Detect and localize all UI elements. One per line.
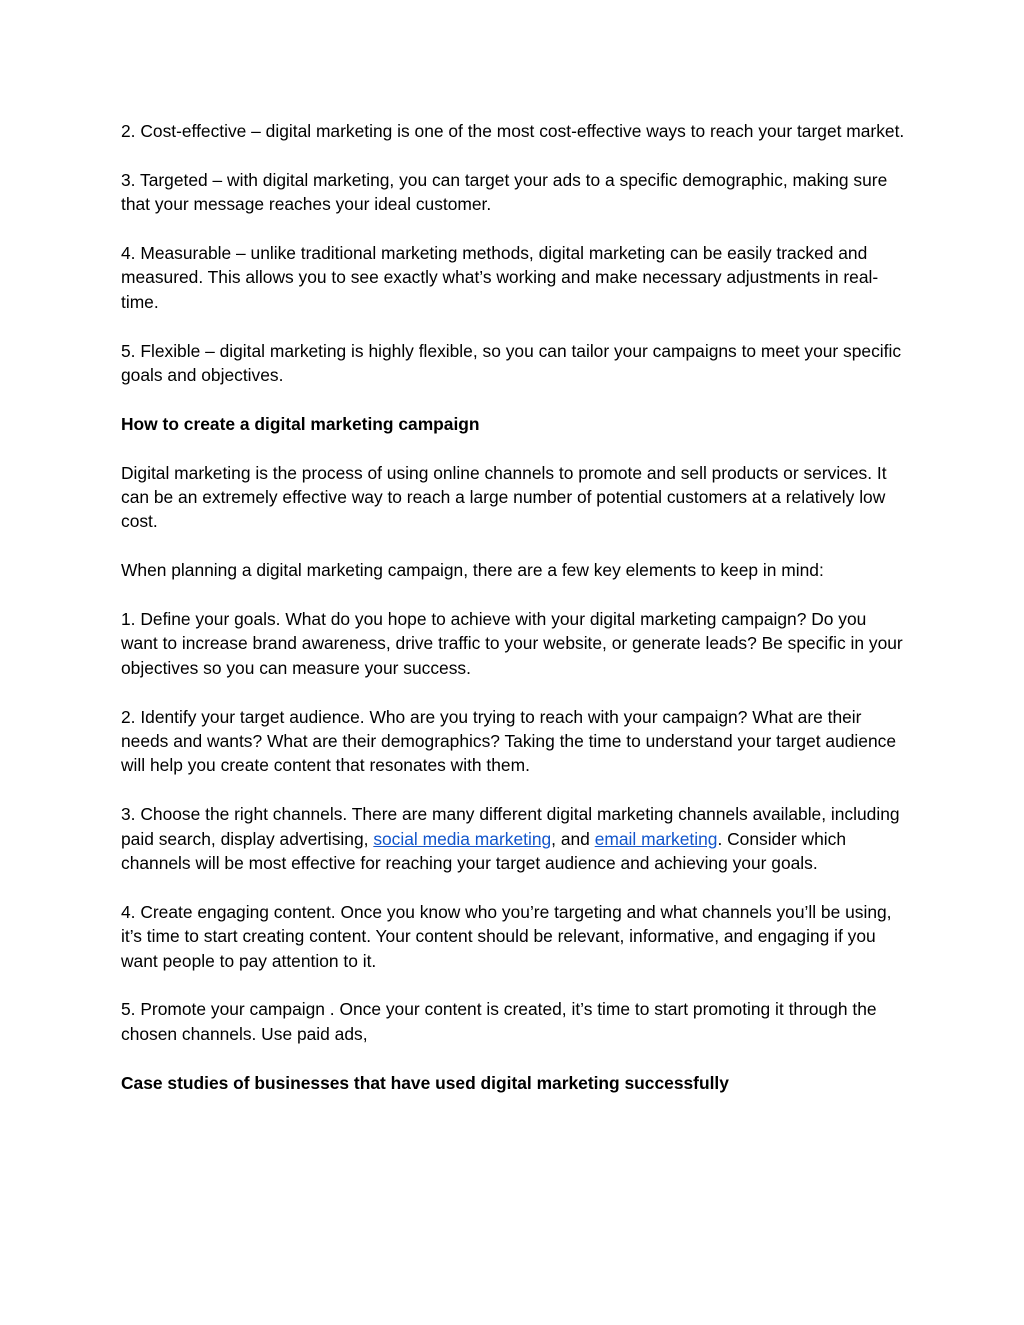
paragraph-define-goals: 1. Define your goals. What do you hope to achieve with your digital marketing campaign? Do you want to increase brand awareness, drive traffic to your website, or generate leads? Be specific in your objectives so you can measure your success. [121, 609, 903, 678]
document-body [121, 119, 905, 1119]
heading-case-studies: Case studies of businesses that have used digital marketing successfully [121, 1072, 729, 1093]
channels-text-before: 3. Choose the right channels. There are many different digital marketing channels available, including paid search, display advertising, [121, 804, 900, 849]
paragraph-target-audience: 2. Identify your target audience. Who are you trying to reach with your campaign? What are their needs and wants? What are their demographics? Taking the time to understand your target audience will help you create content that resonates with them. [121, 706, 897, 776]
paragraph-cost-effective: 2. Cost-effective – digital marketing is one of the most cost-effective ways to reach your target market. [121, 121, 905, 141]
channels-text-middle: , and [551, 828, 595, 849]
social-media-marketing-link[interactable]: social media marketing [373, 828, 552, 849]
paragraph-measurable: 4. Measurable – unlike traditional marketing methods, digital marketing can be easily tracked and measured. This allows you to see exactly what’s working and make necessary adjustments in real-time. [121, 243, 879, 312]
paragraph-flexible: 5. Flexible – digital marketing is highly flexible, so you can tailor your campaigns to meet your specific goals and objectives. [121, 340, 902, 386]
paragraph-targeted: 3. Targeted – with digital marketing, you can target your ads to a specific demographic, making sure that your message reaches your ideal customer. [121, 169, 888, 215]
channels-text-after: . Consider which channels will be most effective for reaching your target audience and achieving your goals. [121, 828, 846, 874]
paragraph-choose-channels [121, 802, 905, 875]
heading-create-campaign: How to create a digital marketing campaign [121, 413, 480, 434]
paragraph-promote-campaign: 5. Promote your campaign . Once your content is created, it’s time to start promoting it through the chosen channels. Use paid ads, [121, 999, 877, 1044]
paragraph-planning: When planning a digital marketing campaign, there are a few key elements to keep in mind: [121, 560, 824, 581]
email-marketing-link[interactable]: email marketing [594, 828, 718, 849]
paragraph-intro: Digital marketing is the process of using online channels to promote and sell products or services. It can be an extremely effective way to reach a large number of potential customers at a relatively low cost. [121, 462, 887, 532]
paragraph-engaging-content: 4. Create engaging content. Once you know who you’re targeting and what channels you’ll be using, it’s time to start creating content. Your content should be relevant, informative, and engaging if you want people to pay attention to it. [121, 901, 892, 971]
